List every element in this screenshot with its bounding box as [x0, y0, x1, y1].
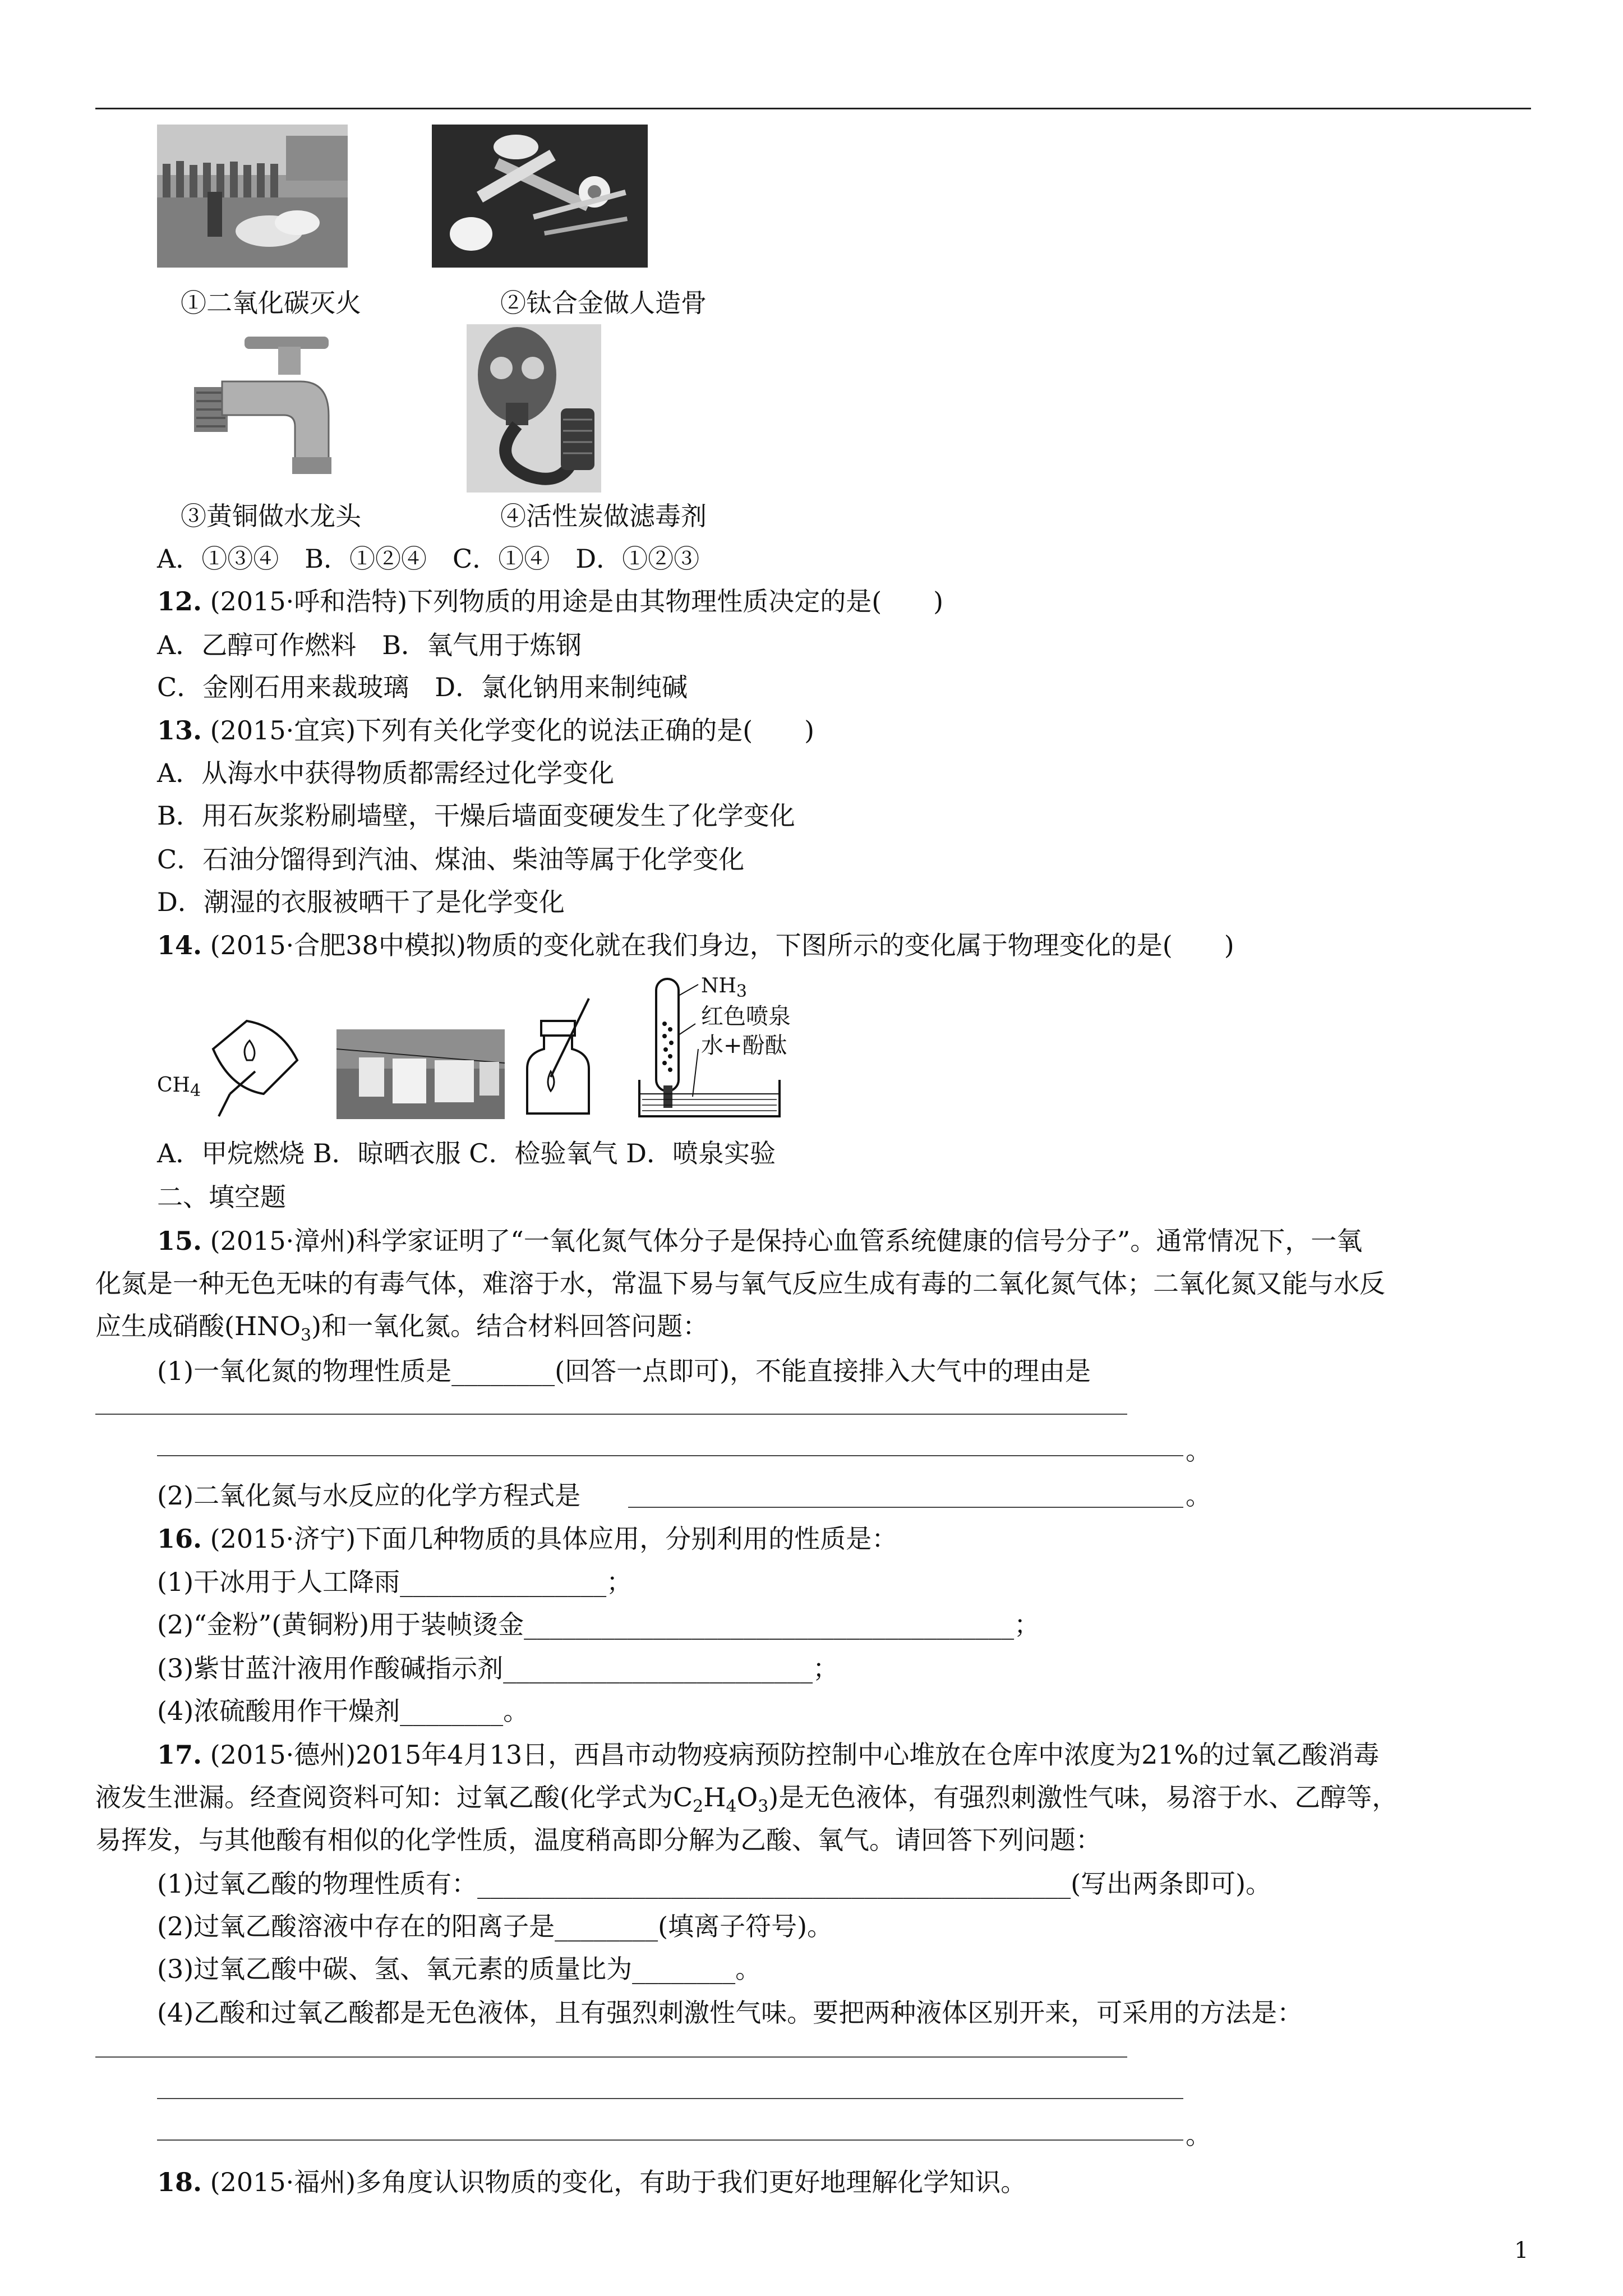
q15-equation-answer-line[interactable]: [628, 1507, 1183, 1508]
q15-part1: (1)一氧化氮的物理性质是________(回答一点即可)，不能直接排入大气中的理由是: [157, 1356, 1091, 1386]
photo-titanium-bones: [432, 125, 648, 268]
q13-option-a: A．从海水中获得物质都需经过化学变化: [157, 758, 615, 788]
q12-options-line2: C．金刚石用来裁玻璃 D．氯化钠用来制纯碱: [157, 672, 688, 702]
q17-end: 。: [1186, 2120, 1211, 2150]
figure-oxygen-test-bottle: [516, 987, 600, 1122]
q18-stem-text: (2015·福州)多角度认识物质的变化，有助于我们更好地理解化学知识。: [210, 2167, 1027, 2197]
header-rule: [95, 108, 1531, 109]
q15-answer-line-1[interactable]: [95, 1414, 1127, 1415]
nh3-subscript: 3: [736, 982, 747, 1002]
q16-part3: (3)紫甘蓝汁液用作酸碱指示剂________________________；: [157, 1653, 839, 1683]
q16-part4: (4)浓硫酸用作干燥剂________。: [157, 1696, 529, 1726]
q13-stem: [157, 714, 814, 747]
q17-part4: (4)乙酸和过氧乙酸都是无色液体，且有强烈刺激性气味。要把两种液体区别开来，可采用的方法是：: [157, 1998, 1303, 2028]
q15-answer-line-2[interactable]: [157, 1455, 1183, 1456]
q17-line1-text: (2015·德州)2015年4月13日，西昌市动物疫病预防控制中心堆放在仓库中浓度为21%的过氧乙酸消毒: [210, 1740, 1380, 1770]
photo-drying-clothes: [336, 1029, 505, 1119]
q12-stem: [157, 585, 943, 618]
q14-options: A．甲烷燃烧 B．晾晒衣服 C．检验氧气 D．喷泉实验: [157, 1138, 776, 1168]
figure-methane-burning: [151, 1010, 331, 1122]
q11-options: A．①③④ B．①②④ C．①④ D．①②③: [157, 544, 700, 574]
q17-answer-line-3[interactable]: [157, 2139, 1183, 2141]
q16-part2: (2)“金粉”(黄铜粉)用于装帧烫金______________________________________；: [157, 1609, 1040, 1640]
q15-line3-sub: 3: [301, 1326, 312, 1346]
q17-line1: [157, 1738, 1379, 1772]
q14-number: 14.: [157, 930, 202, 960]
q15-part2: (2)二氧化氮与水反应的化学方程式是: [157, 1480, 581, 1511]
q14-stem-text: (2015·合肥38中模拟)物质的变化就在我们身边，下图所示的变化属于物理变化的是( ): [210, 930, 1234, 960]
water-phenolphthalein-label: 水+酚酞: [701, 1033, 787, 1059]
q15-line2: 化氮是一种无色无味的有毒气体，难溶于水，常温下易与氧气反应生成有毒的二氧化氮气体；二氧化氮又能与水反: [95, 1268, 1385, 1299]
q17-part1: (1)过氧乙酸的物理性质有：______________________________________________(写出两条即可)。: [157, 1869, 1272, 1899]
photo-fire-extinguishing: [157, 125, 348, 268]
ch4-text: CH: [157, 1074, 190, 1097]
q13-option-b: B．用石灰浆粉刷墙壁，干燥后墙面变硬发生了化学变化: [157, 800, 795, 831]
page-number: 1: [1514, 2238, 1529, 2263]
q15-line3-b: )和一氧化氮。结合材料回答问题：: [311, 1311, 709, 1341]
q15-number: 15.: [157, 1226, 202, 1256]
photo-brass-faucet: [188, 331, 345, 499]
q18-stem: [157, 2165, 1026, 2199]
q17-answer-line-2[interactable]: [157, 2098, 1183, 2099]
ch4-label: [157, 1074, 201, 1102]
section-title-fill-in: 二、填空题: [157, 1182, 286, 1212]
q16-part1: (1)干冰用于人工降雨________________；: [157, 1567, 633, 1597]
q17-part2: (2)过氧乙酸溶液中存在的阳离子是________(填离子符号)。: [157, 1911, 833, 1941]
q17-answer-line-1[interactable]: [95, 2056, 1127, 2058]
photo-gas-mask: [467, 324, 601, 493]
q12-options-line1: A．乙醇可作燃料 B．氧气用于炼钢: [157, 630, 582, 660]
q13-option-d: D．潮湿的衣服被晒干了是化学变化: [157, 887, 565, 917]
q18-number: 18.: [157, 2167, 202, 2197]
q16-number: 16.: [157, 1524, 202, 1554]
figure-caption-2: ②钛合金做人造骨: [500, 288, 707, 318]
q15-line1: [157, 1224, 1362, 1258]
q15-line3-a: 应生成硝酸(HNO: [95, 1311, 301, 1341]
q17-sub-3: 3: [758, 1797, 769, 1817]
q15-line1-text: (2015·漳州)科学家证明了“一氧化氮气体分子是保持心血管系统健康的信号分子”。通常情况下，一氧: [210, 1226, 1363, 1256]
figure-caption-4: ④活性炭做滤毒剂: [500, 501, 707, 531]
q17-line3: 易挥发，与其他酸有相似的化学性质，温度稍高即分解为乙酸、氧气。请回答下列问题：: [95, 1825, 1101, 1855]
q17-number: 17.: [157, 1740, 202, 1770]
q13-stem-text: (2015·宜宾)下列有关化学变化的说法正确的是( ): [210, 715, 815, 746]
q12-stem-text: (2015·呼和浩特)下列物质的用途是由其物理性质决定的是( ): [210, 586, 944, 616]
q17-part3: (3)过氧乙酸中碳、氢、氧元素的质量比为________。: [157, 1954, 762, 1984]
red-fountain-label: 红色喷泉: [701, 1004, 791, 1029]
q17-line2-a: 液发生泄漏。经查阅资料可知：过氧乙酸(化学式为C: [95, 1782, 693, 1812]
q17-o: O: [736, 1782, 758, 1812]
q15-line3: [95, 1309, 708, 1352]
q15-part2-end: 。: [1186, 1480, 1211, 1511]
figure-caption-3: ③黄铜做水龙头: [181, 501, 361, 531]
q17-sub-1: 2: [693, 1797, 704, 1817]
figure-caption-1: ①二氧化碳灭火: [181, 288, 361, 318]
nh3-label: [701, 975, 747, 1003]
nh3-text: NH: [701, 974, 736, 997]
q16-stem-text: (2015·济宁)下面几种物质的具体应用，分别利用的性质是：: [210, 1524, 898, 1554]
q17-line2-b: )是无色液体，有强烈刺激性气味，易溶于水、乙醇等，: [768, 1782, 1398, 1812]
q17-sub-2: 4: [726, 1797, 737, 1817]
ch4-subscript: 4: [190, 1081, 201, 1101]
q17-h: H: [703, 1782, 726, 1812]
q17-line2: [95, 1780, 1398, 1824]
q15-part1-end: 。: [1186, 1435, 1211, 1466]
q16-stem: [157, 1522, 897, 1556]
q13-number: 13.: [157, 715, 202, 746]
q14-stem: [157, 928, 1234, 962]
q12-number: 12.: [157, 586, 202, 616]
q13-option-c: C．石油分馏得到汽油、煤油、柴油等属于化学变化: [157, 844, 745, 875]
